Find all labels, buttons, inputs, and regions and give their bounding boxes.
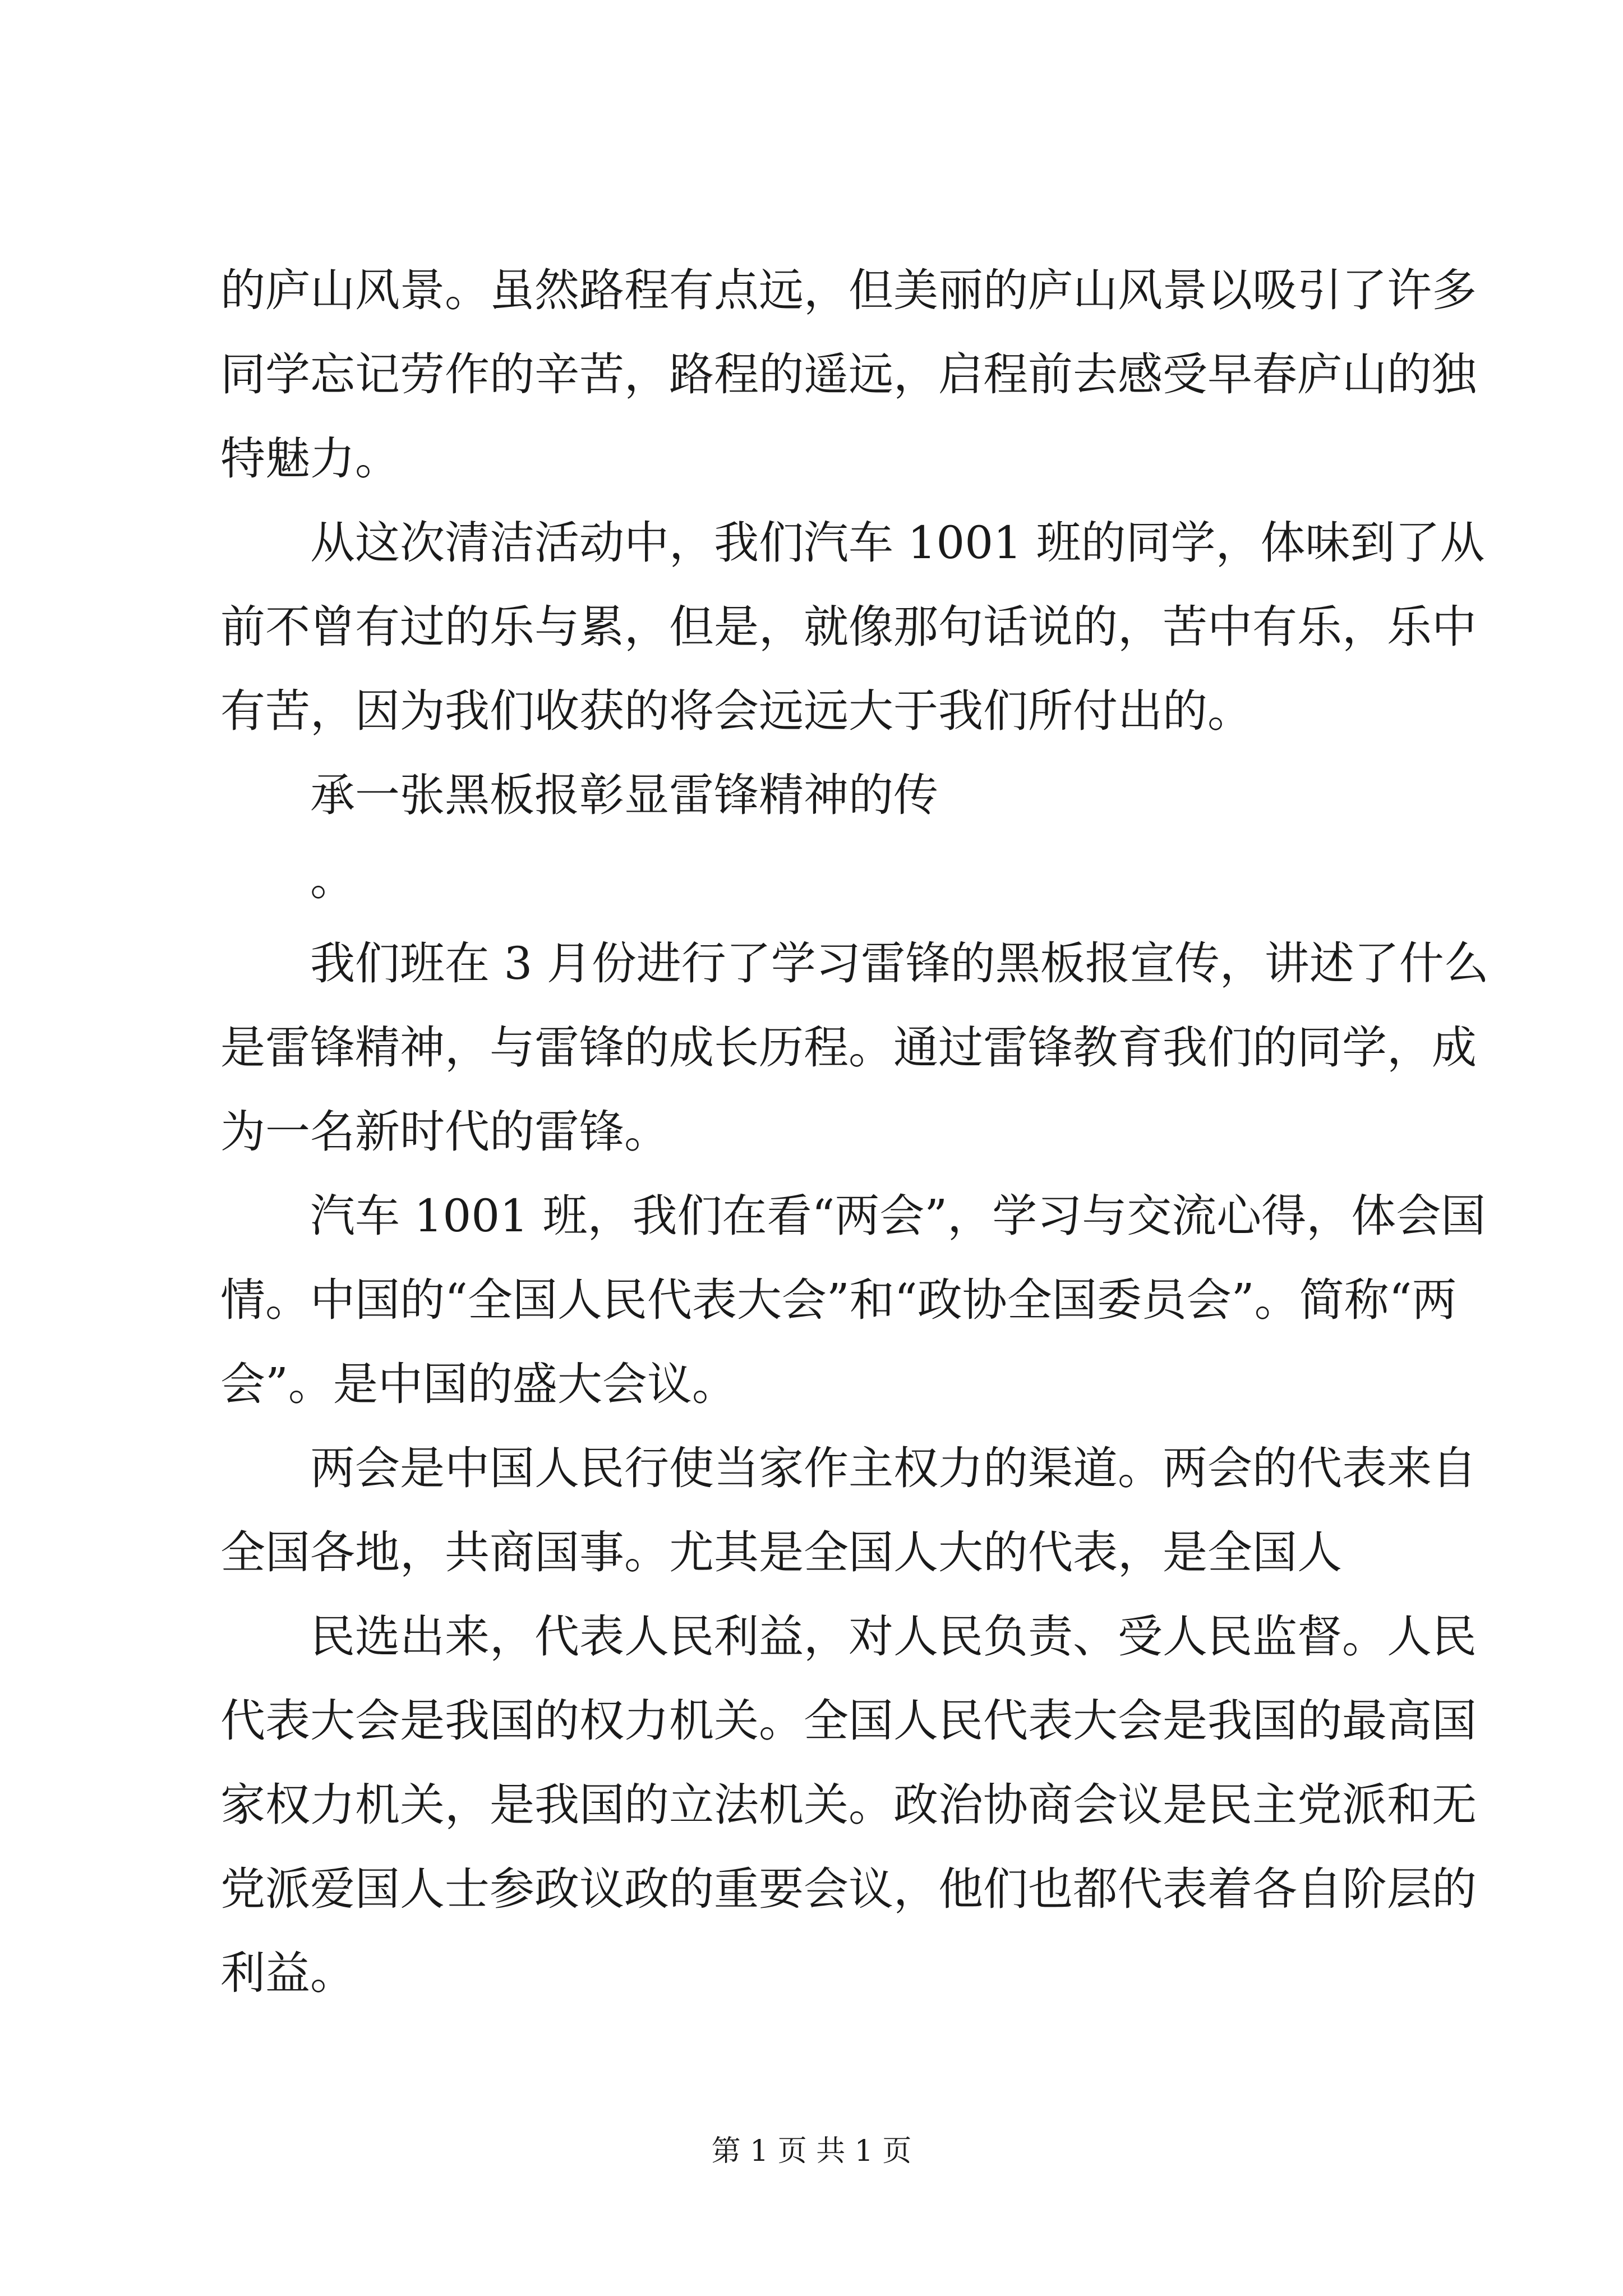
- text-line: 从这次清洁活动中，我们汽车 1001 班的同学，体味到了从: [310, 517, 1485, 569]
- text-line: 家权力机关，是我国的立法机关。政治协商会议是民主党派和无: [220, 1779, 1477, 1831]
- text-line: 全国各地，共商国事。尤其是全国人大的代表，是全国人: [220, 1526, 1342, 1579]
- text-line: 特魅力。: [220, 432, 400, 485]
- text-line: 我们班在 3 月份进行了学习雷锋的黑板报宣传，讲述了什么: [310, 937, 1489, 990]
- text-line: 情。中国的“全国人民代表大会”和“政协全国委员会”。简称“两: [220, 1274, 1457, 1326]
- text-line: 前不曾有过的乐与累，但是，就像那句话说的，苦中有乐，乐中: [220, 601, 1477, 653]
- text-line: 是雷锋精神，与雷锋的成长历程。通过雷锋教育我们的同学，成: [220, 1022, 1477, 1074]
- text-line: 利益。: [220, 1947, 355, 1999]
- text-line: 党派爱国人士参政议政的重要会议，他们也都代表着各自阶层的: [220, 1863, 1477, 1915]
- text-line: 同学忘记劳作的辛苦，路程的遥远，启程前去感受早春庐山的独: [220, 348, 1477, 401]
- page-footer: 第 1 页 共 1 页: [711, 2134, 912, 2168]
- text-line: 的庐山风景。虽然路程有点远，但美丽的庐山风景以吸引了许多: [220, 264, 1477, 316]
- text-line: 为一名新时代的雷锋。: [220, 1106, 669, 1158]
- text-line: 代表大会是我国的权力机关。全国人民代表大会是我国的最高国: [220, 1695, 1477, 1747]
- text-line: 会”。是中国的盛大会议。: [220, 1358, 737, 1410]
- text-line: 民选出来，代表人民利益，对人民负责、受人民监督。人民: [310, 1611, 1477, 1663]
- text-line: 承一张黑板报彰显雷锋精神的传: [310, 769, 938, 821]
- text-line: 汽车 1001 班，我们在看“两会”，学习与交流心得，体会国: [310, 1190, 1486, 1242]
- text-line: 有苦，因为我们收获的将会远远大于我们所付出的。: [220, 685, 1252, 737]
- text-line: 两会是中国人民行使当家作主权力的渠道。两会的代表来自: [310, 1442, 1477, 1494]
- text-line: 。: [310, 853, 355, 905]
